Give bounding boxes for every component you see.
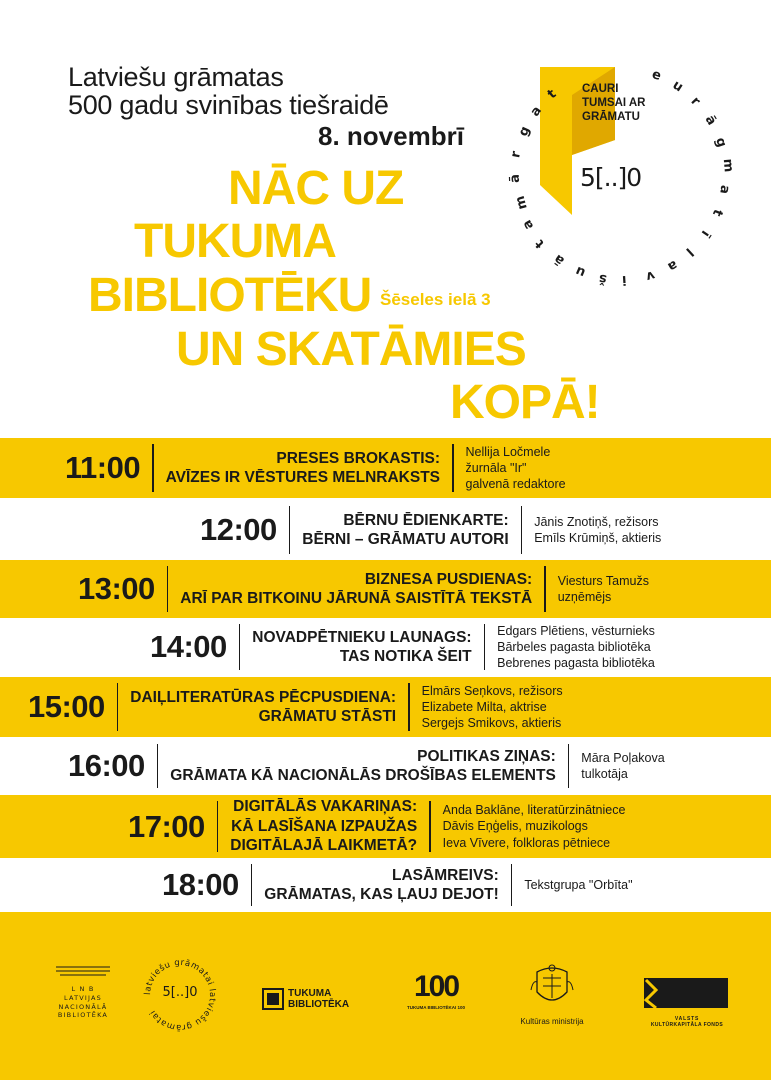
lnb-line-3: BIBLIOTĒKA <box>57 1011 109 1020</box>
speaker-line: Sergejs Smikovs, aktieris <box>421 716 562 731</box>
ring-letter: ā <box>507 173 524 184</box>
schedule-row-1700 <box>0 795 771 858</box>
ring-mark: 5[..]0 <box>162 985 198 1000</box>
session-title <box>230 797 417 855</box>
event-logo <box>500 55 740 295</box>
ring-letter: ā <box>701 113 720 129</box>
session-title-2: AVĪZES IR VĒSTURES MELNRAKSTS <box>165 469 441 486</box>
sponsors-footer <box>0 912 771 1080</box>
lnb-logo <box>50 964 116 1020</box>
session-title-1: BIZNESA PUSDIENAS: <box>364 570 533 588</box>
ring-letter: g <box>515 124 534 140</box>
time: 18:00 <box>162 867 239 902</box>
ring-letter: i <box>621 271 628 287</box>
speaker-line: Ieva Vīvere, folkloras pētniece <box>442 835 611 850</box>
speakers <box>524 877 632 893</box>
speakers <box>581 750 664 783</box>
speaker-line: tulkotāja <box>581 767 628 781</box>
session-title <box>302 511 508 550</box>
ring-letter: a <box>716 184 733 196</box>
speaker-line: Anda Baklāne, literatūrzinātniece <box>442 803 626 818</box>
session-title <box>252 628 471 667</box>
session-title-3: DIGITĀLAJĀ LAIKMETĀ? <box>230 837 418 855</box>
divider <box>289 506 291 554</box>
ring-letter: š <box>597 269 608 287</box>
ring-letter: r <box>508 150 525 160</box>
speaker-line: žurnāla "Ir" <box>465 460 527 475</box>
ring-letter: t <box>544 86 559 102</box>
speakers <box>534 514 661 547</box>
ring-letter: t <box>532 236 548 252</box>
speaker-line: Māra Poļakova <box>581 750 665 765</box>
divider <box>217 801 219 852</box>
divider <box>511 864 513 906</box>
tukuma-line-1: TUKUMA <box>288 988 332 999</box>
divider <box>568 744 570 788</box>
header-line-2: 500 gadu svinības tiešraidē <box>68 90 389 120</box>
fund-line-1: VALSTS <box>674 1016 700 1022</box>
latviesu-gramatai-logo <box>142 957 218 1033</box>
ring-letter: a <box>527 103 546 120</box>
speaker-line: Jānis Znotiņš, režisors <box>534 514 659 529</box>
session-title-1: PRESES BROKASTIS: <box>276 449 441 467</box>
schedule-row-1200 <box>0 500 771 560</box>
session-title-1: NOVADPĒTNIEKU LAUNAGS: <box>252 628 472 646</box>
hero-line-2: TUKUMA <box>134 215 336 268</box>
session-title <box>166 449 440 488</box>
divider <box>408 683 410 731</box>
ring-letter: t <box>708 207 726 219</box>
kulturas-ministrija-logo <box>514 962 590 1026</box>
schedule-row-1600 <box>0 738 771 794</box>
session-title <box>130 688 396 727</box>
ring-letter: e <box>649 67 664 85</box>
vkf-logo <box>642 976 732 1028</box>
schedule-row-1300 <box>0 560 771 618</box>
ring-letter: a <box>519 216 537 232</box>
lnb-line-2: NACIONĀLĀ <box>58 1002 108 1011</box>
speaker-line: Dāvis Eņģelis, muzikologs <box>442 819 588 834</box>
session-title-2: GRĀMATAS, KAS ĻAUJ DEJOT! <box>264 886 499 903</box>
divider <box>544 566 546 612</box>
time: 13:00 <box>78 571 155 606</box>
session-title-1: DIGITĀLĀS VAKARIŅAS: <box>233 798 418 816</box>
header-line-1: Latviešu grāmatas <box>68 62 284 92</box>
session-title <box>170 747 556 786</box>
hero-line-5: KOPĀ! <box>450 376 600 429</box>
ring-letter: ā <box>551 251 568 269</box>
ring-letter: u <box>573 262 588 281</box>
session-title-2: KĀ LASĪŠANA IZPAUŽAS <box>231 817 418 835</box>
schedule-row-1500 <box>0 677 771 737</box>
divider <box>429 801 431 852</box>
logo-tagline <box>582 83 645 124</box>
session-title-2: GRĀMATU STĀSTI <box>258 708 397 725</box>
session-title-2: TAS NOTIKA ŠEIT <box>339 648 472 665</box>
ring-letter: v <box>643 266 657 284</box>
ring-letter: a <box>664 257 680 275</box>
session-title <box>264 866 499 905</box>
ring-letter: r <box>687 94 703 110</box>
hero-line-4: UN SKATĀMIES <box>176 323 526 376</box>
speaker-line: uzņēmējs <box>557 590 612 604</box>
ministry-name: Kultūras ministrija <box>520 1017 584 1026</box>
ring-letter: m <box>719 158 736 174</box>
session-title-2: ARĪ PAR BITKOINU JĀRUNĀ SAISTĪTĀ TEKSTĀ <box>180 590 533 607</box>
vkf-mark-icon <box>642 976 730 1010</box>
schedule-row-1800 <box>0 858 771 912</box>
speaker-line: Nellija Ločmele <box>465 444 551 459</box>
speaker-line: Bārbeles pagasta bibliotēka <box>497 639 651 654</box>
tukuma-biblioteka-logo <box>262 987 349 1011</box>
session-title-1: DAIĻLITERATŪRAS PĒCPUSDIENA: <box>130 688 397 706</box>
time: 16:00 <box>68 748 145 783</box>
speaker-line: Elizabete Milta, aktrise <box>421 699 547 714</box>
ring-letter: l <box>682 244 697 259</box>
schedule-row-1400 <box>0 618 771 676</box>
speakers <box>422 683 563 732</box>
speaker-line: Elmārs Seņkovs, režisors <box>421 683 563 698</box>
speakers <box>443 802 626 851</box>
time: 17:00 <box>128 808 205 844</box>
speaker-line: Tekstgrupa "Orbīta" <box>524 877 633 892</box>
schedule-row-1100 <box>0 438 771 498</box>
coat-of-arms-icon <box>529 962 575 1012</box>
speakers <box>558 573 649 606</box>
speaker-line: Edgars Plētiens, vēsturnieks <box>497 623 655 638</box>
speaker-line: Emīls Krūmiņš, aktieris <box>534 531 662 545</box>
divider <box>251 864 253 906</box>
lnb-roof-icon <box>50 964 116 980</box>
divider <box>521 506 523 554</box>
ring-letter: m <box>512 193 531 211</box>
speakers <box>466 444 566 493</box>
event-date: 8. novembrī <box>318 121 464 151</box>
divider <box>167 566 169 612</box>
hero-line-3: BIBLIOTĒKU <box>88 269 372 322</box>
hero-line-1: NĀC UZ <box>228 162 404 215</box>
hundred-sub: TUKUMA BIBLIOTĒKAI 100 <box>406 1005 466 1010</box>
ring-letter: u <box>669 77 686 96</box>
time: 12:00 <box>200 512 277 547</box>
address: Šēseles ielā 3 <box>380 290 491 309</box>
session-title-2: GRĀMATA KĀ NACIONĀLĀS DROŠĪBAS ELEMENTS <box>170 767 556 784</box>
logo-tag-1: CAURI <box>582 83 619 95</box>
speaker-line: galvenā redaktore <box>465 477 566 492</box>
time: 15:00 <box>28 689 105 724</box>
divider <box>117 683 119 731</box>
session-title <box>180 570 532 609</box>
tukuma-100-logo <box>405 972 467 1010</box>
session-title-1: LASĀMREIVS: <box>392 866 499 884</box>
divider <box>484 624 486 670</box>
lnb-line-1: LATVIJAS <box>63 993 103 1002</box>
divider <box>157 744 159 788</box>
speaker-line: Viesturs Tamužs <box>557 573 649 588</box>
lnb-abbr: L N B <box>71 985 95 993</box>
time: 11:00 <box>65 450 141 485</box>
ring-letter: g <box>712 135 730 150</box>
divider <box>239 624 241 670</box>
logo-tag-2: TUMSAI AR <box>582 96 646 109</box>
fund-line-2: KULTŪRKAPITĀLA FONDS <box>650 1022 724 1028</box>
ring-letter: ī <box>697 227 713 240</box>
divider <box>452 444 454 492</box>
book-icon <box>262 987 284 1011</box>
speakers <box>497 623 655 672</box>
session-title-1: POLITIKAS ZIŅAS: <box>417 747 556 765</box>
divider <box>152 444 154 492</box>
svg-text:latviešu grāmatai latviešu grā: latviešu grāmatai latviešu grāmatai <box>142 957 218 1033</box>
tukuma-text <box>288 988 349 1010</box>
time: 14:00 <box>150 629 227 664</box>
session-title-1: BĒRNU ĒDIENKARTE: <box>343 511 509 529</box>
logo-mark: 5[..]0 <box>580 163 642 192</box>
tukuma-line-2: BIBLIOTĒKA <box>288 999 350 1010</box>
hundred-mark: 100 <box>413 970 459 1003</box>
session-title-2: BĒRNI – GRĀMATU AUTORI <box>302 531 509 548</box>
logo-tag-3: GRĀMATU <box>582 110 640 123</box>
speaker-line: Bebrenes pagasta bibliotēka <box>497 656 655 671</box>
